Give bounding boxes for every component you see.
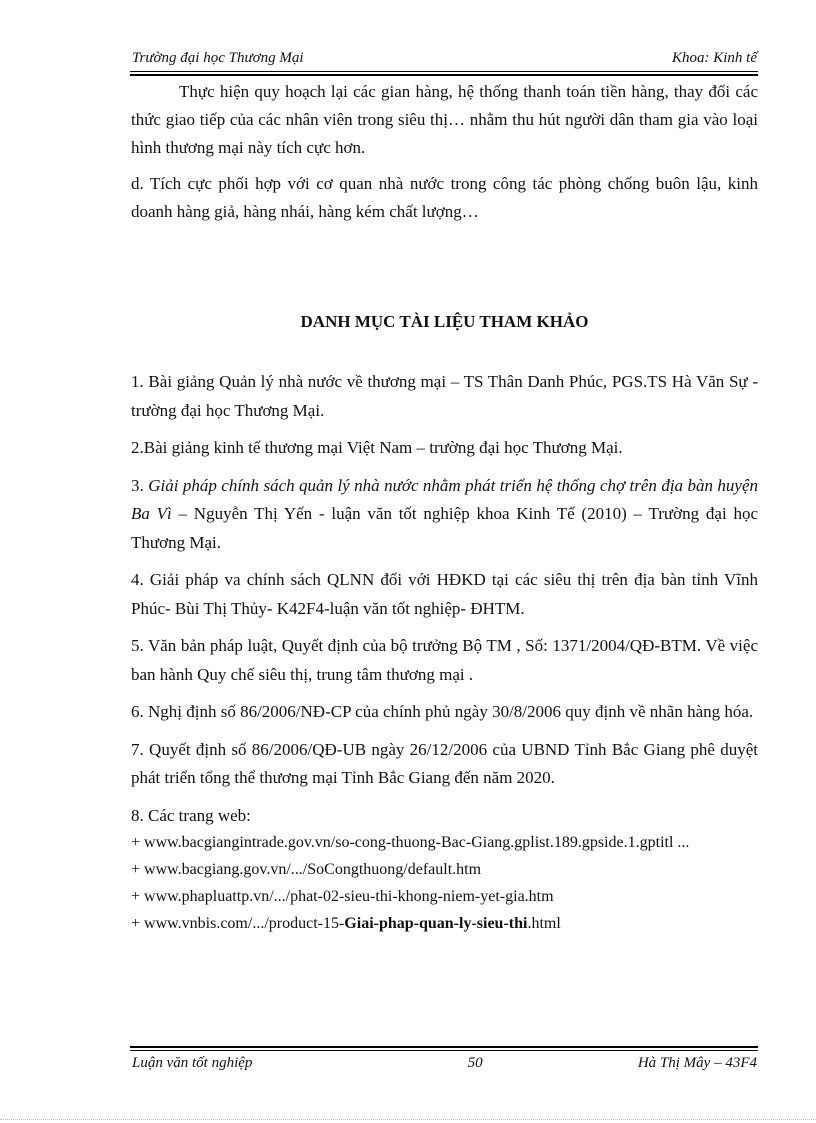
page-bottom-border [0, 1119, 816, 1120]
web-link-4-prefix: + www.vnbis.com/.../product-15- [131, 915, 345, 932]
web-link-3[interactable]: + www.phapluattp.vn/.../phat-02-sieu-thi-khong-niem-yet-gia.htm [131, 888, 554, 905]
reference-item-2: 2.Bài giảng kinh tế thương mại Việt Nam – trường đại học Thương Mại. [131, 438, 623, 457]
intro-paragraph-2: d. Tích cực phối hợp với cơ quan nhà nước trong công tác phòng chống buôn lậu, kinh doanh hàng giả, hàng nhái, hàng kém chất lượng… [131, 174, 758, 221]
reference-item-8: 8. Các trang web: [131, 805, 251, 825]
page-header [132, 50, 757, 67]
intro-paragraph-1: Thực hiện quy hoạch lại các gian hàng, hệ thống thanh toán tiền hàng, thay đổi các thức giao tiếp của các nhân viên trong siêu thị… nhằm thu hút người dân tham gia vào loại hình thương mại này tích cực hơn. [131, 82, 758, 157]
page-number: 50 [467, 1055, 483, 1071]
reference-3-number: 3. [131, 475, 149, 495]
reference-3-title: Giải pháp chính sách quản lý nhà nước nhằm phát triển hệ thống chợ trên địa bàn huyện Ba Vì [131, 475, 758, 523]
footer-rule [130, 1046, 758, 1051]
reference-item-1: 1. Bài giảng Quản lý nhà nước về thương mại – TS Thân Danh Phúc, PGS.TS Hà Văn Sự - trường đại học Thương Mại. [131, 372, 758, 420]
references-heading: DANH MỤC TÀI LIỆU THAM KHẢO [300, 312, 589, 331]
web-link-2[interactable]: + www.bacgiang.gov.vn/.../SoCongthuong/default.htm [131, 861, 482, 878]
web-link-4-bold: Giai-phap-quan-ly-sieu-thi [344, 915, 528, 932]
web-link-4[interactable] [131, 911, 758, 937]
footer-author: Hà Thị Mây – 43F4 [637, 1055, 757, 1071]
reference-3-details: – Nguyễn Thị Yến - luận văn tốt nghiệp khoa Kinh Tế (2010) – Trường đại học Thương Mại. [131, 504, 758, 552]
intro-text [131, 78, 758, 226]
references-list [131, 368, 758, 938]
web-link-1[interactable]: + www.bacgiangintrade.gov.vn/so-cong-thuong-Bac-Giang.gplist.189.gpside.1.gptitl ... [131, 834, 690, 851]
header-rule [130, 71, 758, 76]
header-faculty: Khoa: Kinh tế [672, 50, 757, 66]
web-link-4-suffix: .html [527, 915, 561, 932]
reference-item-4: 4. Giải pháp va chính sách QLNN đối với HĐKD tại các siêu thị trên địa bàn tỉnh Vĩnh Phúc- Bùi Thị Thủy- K42F4-luận văn tốt nghiệp- ĐHTM. [131, 570, 758, 618]
page-footer [132, 1055, 757, 1072]
footer-title: Luận văn tốt nghiệp [132, 1055, 253, 1071]
reference-item-7: 7. Quyết định số 86/2006/QĐ-UB ngày 26/12/2006 của UBND Tỉnh Bắc Giang phê duyệt phát triển tổng thể thương mại Tỉnh Bắc Giang đến năm 2020. [131, 739, 758, 787]
header-school: Trường đại học Thương Mại [132, 50, 304, 66]
reference-item-6: 6. Nghị định số 86/2006/NĐ-CP của chính phủ ngày 30/8/2006 quy định về nhãn hàng hóa. [131, 702, 754, 721]
reference-item-5: 5. Văn bản pháp luật, Quyết định của bộ trưởng Bộ TM , Số: 1371/2004/QĐ-BTM. Về việc ban hành Quy chế siêu thị, trung tâm thương mại . [131, 636, 758, 684]
reference-item-3 [131, 472, 758, 558]
